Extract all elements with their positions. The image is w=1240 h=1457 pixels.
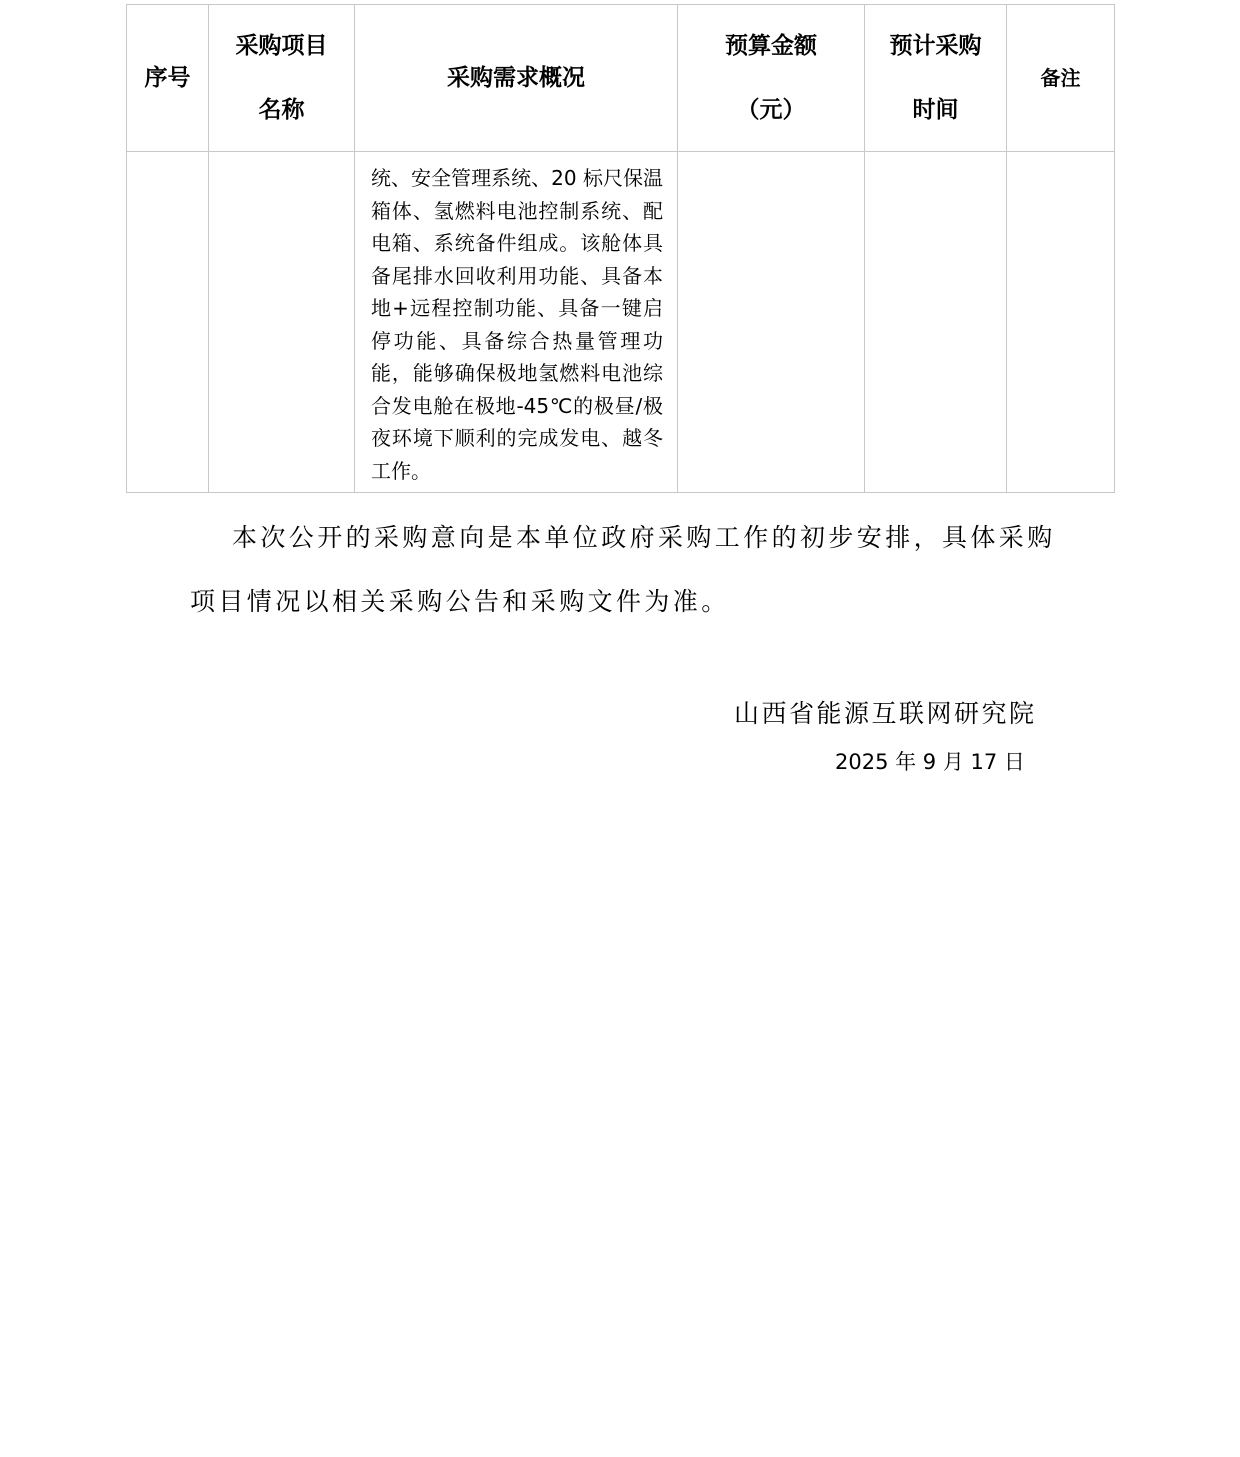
signature-date: 2025 年 9 月 17 日 — [835, 750, 1025, 774]
cell-remark — [1007, 152, 1115, 493]
demand-description: 统、安全管理系统、20 标尺保温箱体、氢燃料电池控制系统、配电箱、系统备件组成。该舱体具备尾排水回收利用功能、具备本地+远程控制功能、具备一键启停功能、具备综合热量管理功能，能够确保极地氢燃料电池综合发电舱在极地-45℃的极昼/极夜环境下顺利的完成发电、越冬工作。 — [371, 166, 663, 483]
notice-paragraph: 本次公开的采购意向是本单位政府采购工作的初步安排，具体采购项目情况以相关采购公告和采购文件为准。 — [190, 523, 1056, 616]
header-budget: 预算金额（元） — [678, 5, 865, 152]
table-header-row — [127, 5, 1115, 152]
cell-seq — [127, 152, 209, 493]
signature-organization: 山西省能源互联网研究院 — [734, 699, 1037, 728]
header-time: 预计采购时间 — [865, 5, 1007, 152]
header-demand: 采购需求概况 — [355, 5, 678, 152]
header-item-name: 采购项目名称 — [209, 5, 355, 152]
header-seq: 序号 — [127, 5, 209, 152]
cell-demand — [355, 152, 678, 493]
cell-item-name — [209, 152, 355, 493]
cell-time — [865, 152, 1007, 493]
table-row — [127, 152, 1115, 493]
header-remark: 备注 — [1007, 5, 1115, 152]
cell-budget — [678, 152, 865, 493]
procurement-table — [126, 4, 1115, 493]
